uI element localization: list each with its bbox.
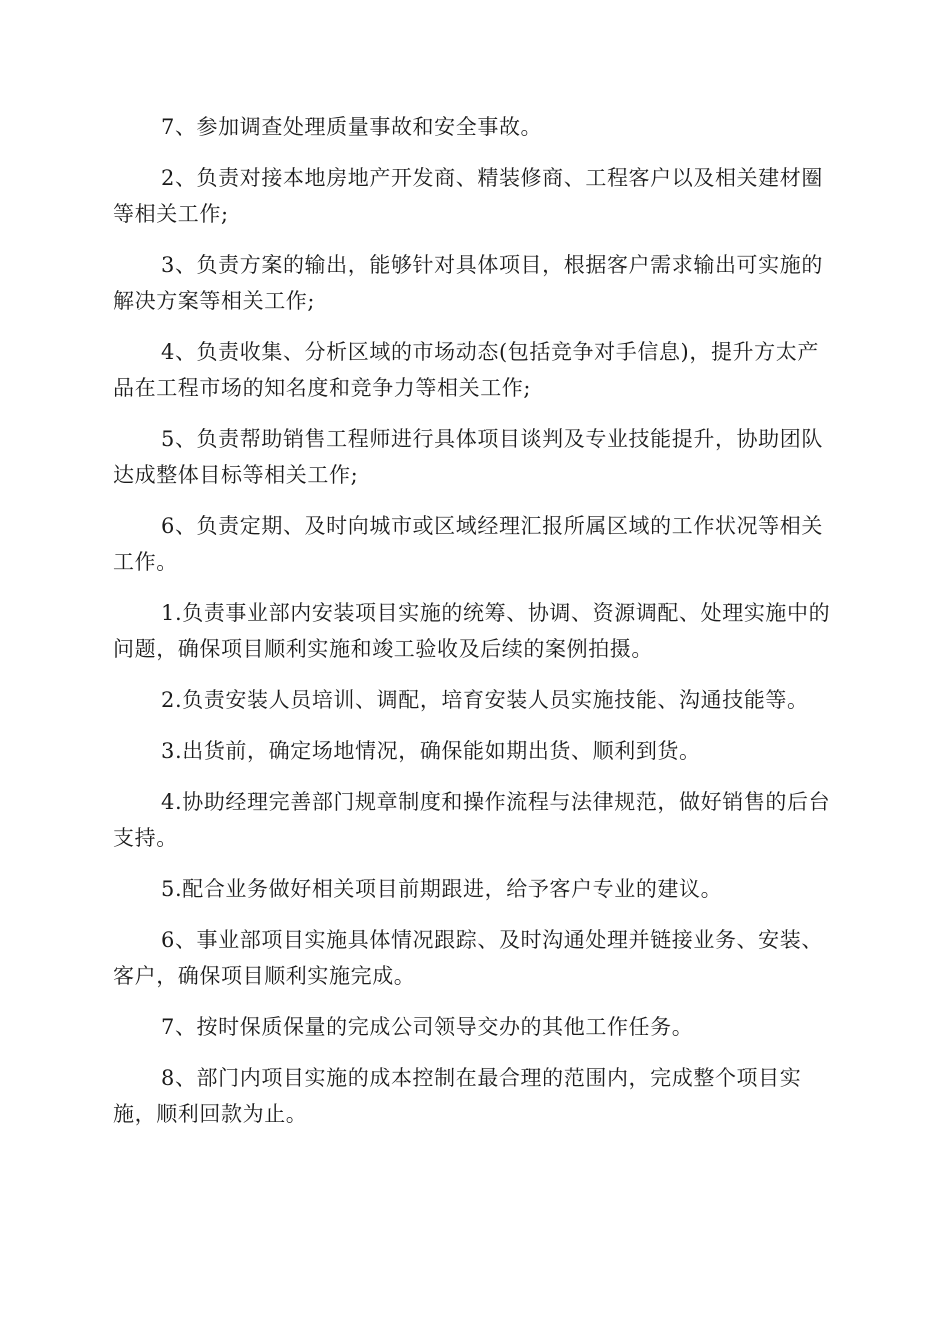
paragraph: 1.负责事业部内安装项目实施的统筹、协调、资源调配、处理实施中的问题，确保项目顺利实施和竣工验收及后续的案例拍摄。 [113,601,831,661]
paragraph: 5.配合业务做好相关项目前期跟进，给予客户专业的建议。 [161,877,723,901]
paragraph: 6、事业部项目实施具体情况跟踪、及时沟通处理并链接业务、安装、客户，确保项目顺利实施完成。 [113,928,823,988]
paragraph: 5、负责帮助销售工程师进行具体项目谈判及专业技能提升，协助团队达成整体目标等相关工作; [113,427,823,487]
paragraph: 6、负责定期、及时向城市或区域经理汇报所属区域的工作状况等相关工作。 [113,514,823,574]
paragraph: 4、负责收集、分析区域的市场动态(包括竞争对手信息)，提升方太产品在工程市场的知名度和竞争力等相关工作; [113,340,819,400]
paragraph: 8、部门内项目实施的成本控制在最合理的范围内，完成整个项目实施，顺利回款为止。 [113,1066,802,1126]
paragraph: 7、按时保质保量的完成公司领导交办的其他工作任务。 [161,1015,694,1039]
paragraph: 3.出货前，确定场地情况，确保能如期出货、顺利到货。 [161,739,701,763]
paragraph: 2、负责对接本地房地产开发商、精装修商、工程客户以及相关建材圈等相关工作; [113,166,823,226]
paragraph: 4.协助经理完善部门规章制度和操作流程与法律规范，做好销售的后台支持。 [113,790,831,850]
document-body [113,109,833,1147]
paragraph: 3、负责方案的输出，能够针对具体项目，根据客户需求输出可实施的解决方案等相关工作; [113,253,823,313]
paragraph: 7、参加调查处理质量事故和安全事故。 [161,115,543,139]
paragraph: 2.负责安装人员培训、调配，培育安装人员实施技能、沟通技能等。 [161,688,809,712]
